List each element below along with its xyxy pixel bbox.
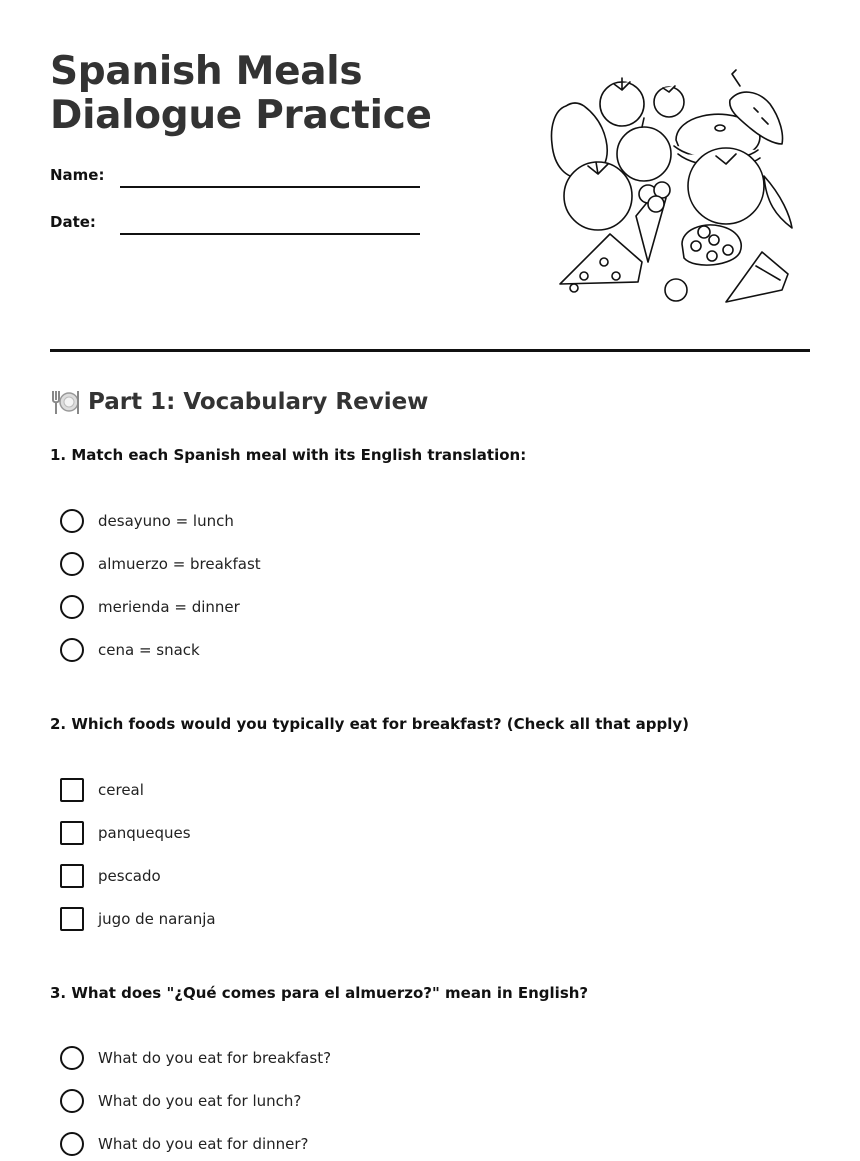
question-2: 2. Which foods would you typically eat for breakfast? (Check all that apply) <box>50 715 689 733</box>
q1-option-2[interactable] <box>60 551 261 577</box>
option-label: What do you eat for dinner? <box>98 1135 309 1153</box>
part1-heading <box>50 388 428 416</box>
name-input-line[interactable] <box>120 186 420 188</box>
part1-title: Part 1: Vocabulary Review <box>88 389 429 415</box>
q1-option-3[interactable] <box>60 594 240 620</box>
q3-option-3[interactable] <box>60 1131 309 1157</box>
q3-option-1[interactable] <box>60 1045 331 1071</box>
plate-icon <box>50 388 80 416</box>
option-label: What do you eat for lunch? <box>98 1092 302 1110</box>
food-collection-icon <box>544 66 798 312</box>
name-field <box>50 166 430 190</box>
radio-button[interactable] <box>60 595 84 619</box>
option-label: cena = snack <box>98 641 200 659</box>
option-label: What do you eat for breakfast? <box>98 1049 332 1067</box>
q2-option-4[interactable] <box>60 906 216 932</box>
page-title: Spanish Meals Dialogue Practice <box>50 49 432 138</box>
checkbox[interactable] <box>60 864 84 888</box>
radio-button[interactable] <box>60 509 84 533</box>
name-label: Name: <box>50 166 105 184</box>
question-1: 1. Match each Spanish meal with its English translation: <box>50 446 527 464</box>
q1-option-4[interactable] <box>60 637 200 663</box>
option-label: pescado <box>98 867 161 885</box>
option-label: jugo de naranja <box>98 910 216 928</box>
radio-button[interactable] <box>60 552 84 576</box>
date-input-line[interactable] <box>120 233 420 235</box>
q3-option-2[interactable] <box>60 1088 301 1114</box>
q1-option-1[interactable] <box>60 508 234 534</box>
option-label: cereal <box>98 781 144 799</box>
radio-button[interactable] <box>60 638 84 662</box>
date-field <box>50 213 430 237</box>
section-divider <box>50 349 810 352</box>
radio-button[interactable] <box>60 1132 84 1156</box>
date-label: Date: <box>50 213 96 231</box>
checkbox[interactable] <box>60 821 84 845</box>
radio-button[interactable] <box>60 1046 84 1070</box>
option-label: panqueques <box>98 824 191 842</box>
option-label: merienda = dinner <box>98 598 240 616</box>
question-3: 3. What does "¿Qué comes para el almuerzo?" mean in English? <box>50 984 589 1002</box>
q2-option-1[interactable] <box>60 777 144 803</box>
checkbox[interactable] <box>60 778 84 802</box>
option-label: almuerzo = breakfast <box>98 555 261 573</box>
radio-button[interactable] <box>60 1089 84 1113</box>
q2-option-2[interactable] <box>60 820 191 846</box>
checkbox[interactable] <box>60 907 84 931</box>
q2-option-3[interactable] <box>60 863 161 889</box>
option-label: desayuno = lunch <box>98 512 234 530</box>
